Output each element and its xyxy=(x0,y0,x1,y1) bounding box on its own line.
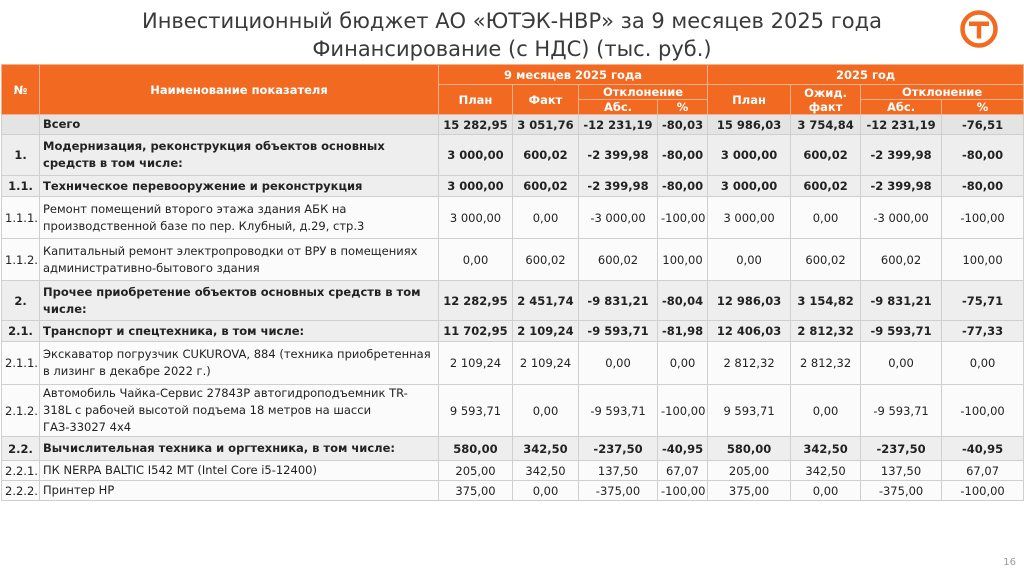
plan-year-cell: 12 406,03 xyxy=(708,321,791,342)
plan-cell: 3 000,00 xyxy=(439,197,513,239)
header-pct: % xyxy=(658,100,708,115)
pct-deviation-year-cell: -100,00 xyxy=(942,385,1024,437)
header-fact: Факт xyxy=(513,85,579,115)
header-abs-year: Абс. xyxy=(861,100,942,115)
header-deviation: Отклонение xyxy=(579,85,708,100)
pct-deviation-year-cell: -100,00 xyxy=(942,197,1024,239)
fact-cell: 2 451,74 xyxy=(513,281,579,321)
budget-table xyxy=(1,64,1024,501)
table-row xyxy=(2,115,1024,135)
plan-cell: 205,00 xyxy=(439,461,513,481)
table-row xyxy=(2,437,1024,461)
pct-deviation-cell: -100,00 xyxy=(658,197,708,239)
abs-deviation-year-cell: -2 399,98 xyxy=(861,135,942,176)
table-row xyxy=(2,321,1024,342)
pct-deviation-year-cell: -77,33 xyxy=(942,321,1024,342)
abs-deviation-cell: -9 593,71 xyxy=(579,321,658,342)
row-name: Всего xyxy=(40,115,439,135)
pct-deviation-year-cell: -75,71 xyxy=(942,281,1024,321)
expected-fact-cell: 342,50 xyxy=(791,461,861,481)
plan-cell: 11 702,95 xyxy=(439,321,513,342)
pct-deviation-year-cell: -40,95 xyxy=(942,437,1024,461)
pct-deviation-year-cell: -80,00 xyxy=(942,176,1024,197)
plan-year-cell: 3 000,00 xyxy=(708,135,791,176)
pct-deviation-cell: 100,00 xyxy=(658,239,708,281)
pct-deviation-cell: -40,95 xyxy=(658,437,708,461)
plan-year-cell: 205,00 xyxy=(708,461,791,481)
row-number: 1. xyxy=(2,135,40,176)
row-name: Ремонт помещений второго этажа здания АБК на производственной базе по пер. Клубный, д.29, стр.3 xyxy=(40,197,439,239)
row-number: 2.2. xyxy=(2,437,40,461)
abs-deviation-cell: -375,00 xyxy=(579,481,658,501)
row-number: 1.1. xyxy=(2,176,40,197)
pct-deviation-cell: -100,00 xyxy=(658,385,708,437)
row-name: Экскаватор погрузчик CUKUROVA, 884 (техника приобретенная в лизинг в декабре 2022 г.) xyxy=(40,342,439,385)
fact-cell: 0,00 xyxy=(513,385,579,437)
plan-cell: 2 109,24 xyxy=(439,342,513,385)
pct-deviation-cell: -80,03 xyxy=(658,115,708,135)
fact-cell: 2 109,24 xyxy=(513,321,579,342)
plan-cell: 12 282,95 xyxy=(439,281,513,321)
header-name: Наименование показателя xyxy=(40,65,439,115)
plan-year-cell: 580,00 xyxy=(708,437,791,461)
plan-year-cell: 12 986,03 xyxy=(708,281,791,321)
fact-cell: 600,02 xyxy=(513,176,579,197)
fact-cell: 342,50 xyxy=(513,437,579,461)
expected-fact-cell: 0,00 xyxy=(791,385,861,437)
header-no: № xyxy=(2,65,40,115)
expected-fact-cell: 0,00 xyxy=(791,481,861,501)
abs-deviation-cell: -9 831,21 xyxy=(579,281,658,321)
row-name: Вычислительная техника и оргтехника, в том числе: xyxy=(40,437,439,461)
expected-fact-cell: 342,50 xyxy=(791,437,861,461)
plan-year-cell: 9 593,71 xyxy=(708,385,791,437)
pct-deviation-year-cell: -80,00 xyxy=(942,135,1024,176)
abs-deviation-year-cell: 600,02 xyxy=(861,239,942,281)
pct-deviation-cell: -80,00 xyxy=(658,135,708,176)
abs-deviation-year-cell: -12 231,19 xyxy=(861,115,942,135)
expected-fact-cell: 2 812,32 xyxy=(791,321,861,342)
expected-fact-cell: 600,02 xyxy=(791,239,861,281)
abs-deviation-year-cell: -2 399,98 xyxy=(861,176,942,197)
abs-deviation-year-cell: -3 000,00 xyxy=(861,197,942,239)
plan-cell: 375,00 xyxy=(439,481,513,501)
table-row xyxy=(2,176,1024,197)
row-number: 1.1.2. xyxy=(2,239,40,281)
page-subtitle: Финансирование (с НДС) (тыс. руб.) xyxy=(312,37,712,61)
header-group-year: 2025 год xyxy=(708,65,1024,85)
expected-fact-cell: 600,02 xyxy=(791,176,861,197)
plan-cell: 9 593,71 xyxy=(439,385,513,437)
table-row xyxy=(2,385,1024,437)
pct-deviation-cell: 67,07 xyxy=(658,461,708,481)
table-row xyxy=(2,461,1024,481)
row-name: Модернизация, реконструкция объектов основных средств в том числе: xyxy=(40,135,439,176)
expected-fact-cell: 3 754,84 xyxy=(791,115,861,135)
header-group-9-months: 9 месяцев 2025 года xyxy=(439,65,708,85)
page-number: 16 xyxy=(1003,557,1016,568)
row-name: ПК NERPA BALTIC I542 MT (Intel Core i5-12400) xyxy=(40,461,439,481)
header-plan-year: План xyxy=(708,85,791,115)
plan-cell: 3 000,00 xyxy=(439,135,513,176)
fact-cell: 342,50 xyxy=(513,461,579,481)
pct-deviation-cell: -100,00 xyxy=(658,481,708,501)
fact-cell: 3 051,76 xyxy=(513,115,579,135)
plan-cell: 0,00 xyxy=(439,239,513,281)
pct-deviation-cell: -81,98 xyxy=(658,321,708,342)
header-pct-year: % xyxy=(942,100,1024,115)
plan-year-cell: 3 000,00 xyxy=(708,197,791,239)
table-row xyxy=(2,239,1024,281)
abs-deviation-cell: -2 399,98 xyxy=(579,176,658,197)
abs-deviation-cell: -2 399,98 xyxy=(579,135,658,176)
fact-cell: 2 109,24 xyxy=(513,342,579,385)
header-plan: План xyxy=(439,85,513,115)
table-row xyxy=(2,135,1024,176)
row-number: 1.1.1. xyxy=(2,197,40,239)
row-number xyxy=(2,115,40,135)
plan-year-cell: 2 812,32 xyxy=(708,342,791,385)
abs-deviation-year-cell: 137,50 xyxy=(861,461,942,481)
fact-cell: 600,02 xyxy=(513,135,579,176)
row-number: 2. xyxy=(2,281,40,321)
pct-deviation-year-cell: -76,51 xyxy=(942,115,1024,135)
pct-deviation-cell: 0,00 xyxy=(658,342,708,385)
expected-fact-cell: 600,02 xyxy=(791,135,861,176)
table-row xyxy=(2,197,1024,239)
plan-year-cell: 0,00 xyxy=(708,239,791,281)
abs-deviation-cell: -237,50 xyxy=(579,437,658,461)
fact-cell: 0,00 xyxy=(513,481,579,501)
expected-fact-cell: 3 154,82 xyxy=(791,281,861,321)
pct-deviation-cell: -80,04 xyxy=(658,281,708,321)
abs-deviation-cell: 0,00 xyxy=(579,342,658,385)
table-row xyxy=(2,342,1024,385)
header-expected-fact: Ожид. факт xyxy=(791,85,861,115)
abs-deviation-cell: 600,02 xyxy=(579,239,658,281)
company-logo-icon xyxy=(958,8,1000,50)
pct-deviation-cell: -80,00 xyxy=(658,176,708,197)
abs-deviation-cell: -12 231,19 xyxy=(579,115,658,135)
pct-deviation-year-cell: 0,00 xyxy=(942,342,1024,385)
abs-deviation-cell: -3 000,00 xyxy=(579,197,658,239)
abs-deviation-cell: -9 593,71 xyxy=(579,385,658,437)
row-name: Капитальный ремонт электропроводки от ВРУ в помещениях административно-бытового здания xyxy=(40,239,439,281)
row-number: 2.2.1. xyxy=(2,461,40,481)
abs-deviation-year-cell: -9 593,71 xyxy=(861,385,942,437)
row-name: Автомобиль Чайка-Сервис 27843Р автогидроподъемник TR-318L с рабочей высотой подъема 18 метров на шасси ГАЗ-33027 4х4 xyxy=(40,385,439,437)
expected-fact-cell: 0,00 xyxy=(791,197,861,239)
abs-deviation-year-cell: -375,00 xyxy=(861,481,942,501)
pct-deviation-year-cell: -100,00 xyxy=(942,481,1024,501)
header-deviation-year: Отклонение xyxy=(861,85,1024,100)
row-number: 2.2.2. xyxy=(2,481,40,501)
plan-year-cell: 15 986,03 xyxy=(708,115,791,135)
abs-deviation-year-cell: -9 831,21 xyxy=(861,281,942,321)
plan-cell: 3 000,00 xyxy=(439,176,513,197)
plan-year-cell: 375,00 xyxy=(708,481,791,501)
row-number: 2.1.1. xyxy=(2,342,40,385)
header-abs: Абс. xyxy=(579,100,658,115)
expected-fact-cell: 2 812,32 xyxy=(791,342,861,385)
page-title: Инвестиционный бюджет АО «ЮТЭК-НВР» за 9 месяцев 2025 года xyxy=(141,9,882,33)
table-row xyxy=(2,481,1024,501)
plan-cell: 15 282,95 xyxy=(439,115,513,135)
table-body xyxy=(2,115,1024,501)
row-name: Принтер HP xyxy=(40,481,439,501)
abs-deviation-cell: 137,50 xyxy=(579,461,658,481)
pct-deviation-year-cell: 67,07 xyxy=(942,461,1024,481)
row-name: Транспорт и спецтехника, в том числе: xyxy=(40,321,439,342)
abs-deviation-year-cell: -9 593,71 xyxy=(861,321,942,342)
fact-cell: 0,00 xyxy=(513,197,579,239)
pct-deviation-year-cell: 100,00 xyxy=(942,239,1024,281)
row-number: 2.1. xyxy=(2,321,40,342)
abs-deviation-year-cell: -237,50 xyxy=(861,437,942,461)
row-name: Прочее приобретение объектов основных средств в том числе: xyxy=(40,281,439,321)
row-name: Техническое перевооружение и реконструкция xyxy=(40,176,439,197)
table-row xyxy=(2,281,1024,321)
plan-year-cell: 3 000,00 xyxy=(708,176,791,197)
row-number: 2.1.2. xyxy=(2,385,40,437)
abs-deviation-year-cell: 0,00 xyxy=(861,342,942,385)
plan-cell: 580,00 xyxy=(439,437,513,461)
fact-cell: 600,02 xyxy=(513,239,579,281)
